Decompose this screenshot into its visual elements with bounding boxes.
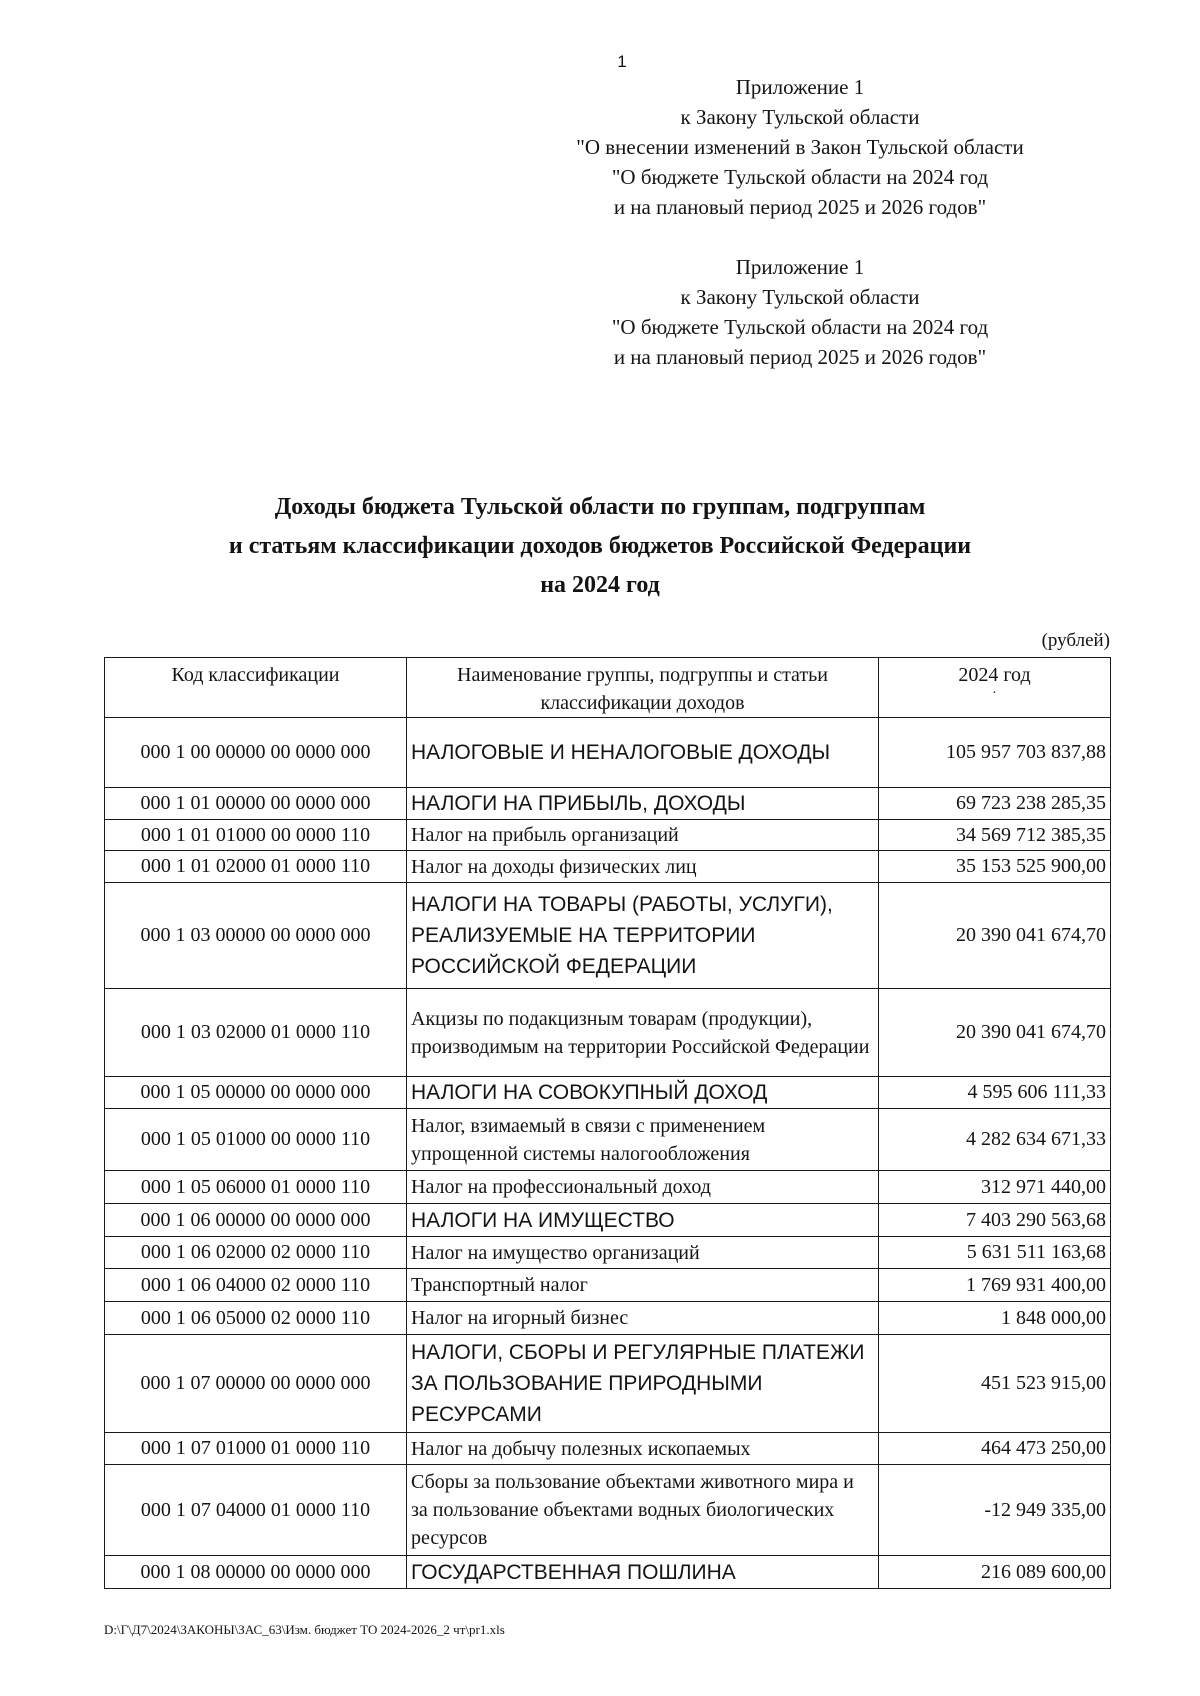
table-row bbox=[105, 788, 1111, 820]
row-name: Налог на прибыль организаций bbox=[407, 820, 879, 851]
title-line: Доходы бюджета Тульской области по группам, подгруппам bbox=[274, 494, 926, 520]
row-amount: 5 631 511 163,68 bbox=[879, 1237, 1111, 1269]
row-code: 000 1 05 01000 00 0000 110 bbox=[105, 1109, 407, 1171]
row-amount: 7 403 290 563,68 bbox=[879, 1204, 1111, 1237]
scan-dot-mark: · bbox=[992, 686, 997, 701]
row-name: Транспортный налог bbox=[407, 1269, 879, 1302]
row-code: 000 1 07 01000 01 0000 110 bbox=[105, 1433, 407, 1465]
appendix-amendment-block bbox=[520, 72, 1080, 222]
appendix-line: "О бюджете Тульской области на 2024 год bbox=[611, 315, 989, 339]
row-code: 000 1 06 04000 02 0000 110 bbox=[105, 1269, 407, 1302]
row-name: НАЛОГОВЫЕ И НЕНАЛОГОВЫЕ ДОХОДЫ bbox=[407, 718, 879, 788]
table-row bbox=[105, 1302, 1111, 1335]
row-name: Акцизы по подакцизным товарам (продукции), производимым на территории Российской Федерации bbox=[407, 989, 879, 1077]
row-amount: 4 282 634 671,33 bbox=[879, 1109, 1111, 1171]
table-header-row bbox=[105, 658, 1111, 718]
row-code: 000 1 07 04000 01 0000 110 bbox=[105, 1465, 407, 1556]
revenue-table bbox=[104, 657, 1111, 1589]
row-name: Сборы за пользование объектами животного мира и за пользование объектами водных биологических ресурсов bbox=[407, 1465, 879, 1556]
appendix-line: Приложение 1 bbox=[735, 255, 865, 279]
row-code: 000 1 07 00000 00 0000 000 bbox=[105, 1335, 407, 1433]
row-code: 000 1 03 02000 01 0000 110 bbox=[105, 989, 407, 1077]
table-row bbox=[105, 1109, 1111, 1171]
row-amount: -12 949 335,00 bbox=[879, 1465, 1111, 1556]
row-amount: 34 569 712 385,35 bbox=[879, 820, 1111, 851]
row-amount: 20 390 041 674,70 bbox=[879, 989, 1111, 1077]
appendix-line: и на плановый период 2025 и 2026 годов" bbox=[613, 195, 987, 219]
row-name: Налог на добычу полезных ископаемых bbox=[407, 1433, 879, 1465]
row-name: Налог на доходы физических лиц bbox=[407, 851, 879, 883]
appendix-line: и на плановый период 2025 и 2026 годов" bbox=[613, 345, 987, 369]
title-line: на 2024 год bbox=[540, 572, 660, 598]
row-code: 000 1 08 00000 00 0000 000 bbox=[105, 1556, 407, 1589]
table-row bbox=[105, 820, 1111, 851]
row-code: 000 1 00 00000 00 0000 000 bbox=[105, 718, 407, 788]
table-row bbox=[105, 1077, 1111, 1109]
table-row bbox=[105, 989, 1111, 1077]
appendix-line: "О бюджете Тульской области на 2024 год bbox=[611, 165, 989, 189]
row-code: 000 1 05 00000 00 0000 000 bbox=[105, 1077, 407, 1109]
row-amount: 464 473 250,00 bbox=[879, 1433, 1111, 1465]
appendix-line: к Закону Тульской области bbox=[680, 105, 920, 129]
row-name: НАЛОГИ НА ПРИБЫЛЬ, ДОХОДЫ bbox=[407, 788, 879, 820]
title-line: и статьям классификации доходов бюджетов Российской Федерации bbox=[228, 533, 972, 559]
units-label: (рублей) bbox=[1041, 630, 1110, 651]
table-row bbox=[105, 1269, 1111, 1302]
row-name: Налог, взимаемый в связи с применением упрощенной системы налогообложения bbox=[407, 1109, 879, 1171]
table-row bbox=[105, 1556, 1111, 1589]
row-name: НАЛОГИ, СБОРЫ И РЕГУЛЯРНЫЕ ПЛАТЕЖИ ЗА ПОЛЬЗОВАНИЕ ПРИРОДНЫМИ РЕСУРСАМИ bbox=[407, 1335, 879, 1433]
row-code: 000 1 03 00000 00 0000 000 bbox=[105, 883, 407, 989]
row-amount: 1 848 000,00 bbox=[879, 1302, 1111, 1335]
row-code: 000 1 06 00000 00 0000 000 bbox=[105, 1204, 407, 1237]
row-amount: 1 769 931 400,00 bbox=[879, 1269, 1111, 1302]
appendix-line: "О внесении изменений в Закон Тульской области bbox=[576, 135, 1024, 159]
table-row bbox=[105, 1204, 1111, 1237]
table-row bbox=[105, 1171, 1111, 1204]
row-name: НАЛОГИ НА ТОВАРЫ (РАБОТЫ, УСЛУГИ), РЕАЛИЗУЕМЫЕ НА ТЕРРИТОРИИ РОССИЙСКОЙ ФЕДЕРАЦИИ bbox=[407, 883, 879, 989]
header-code: Код классификации bbox=[105, 658, 407, 718]
row-amount: 105 957 703 837,88 bbox=[879, 718, 1111, 788]
header-amount bbox=[879, 658, 1111, 718]
row-code: 000 1 01 01000 00 0000 110 bbox=[105, 820, 407, 851]
row-amount: 20 390 041 674,70 bbox=[879, 883, 1111, 989]
header-name: Наименование группы, подгруппы и статьи классификации доходов bbox=[407, 658, 879, 718]
row-code: 000 1 05 06000 01 0000 110 bbox=[105, 1171, 407, 1204]
row-name: Налог на игорный бизнес bbox=[407, 1302, 879, 1335]
table-row bbox=[105, 1433, 1111, 1465]
row-amount: 451 523 915,00 bbox=[879, 1335, 1111, 1433]
row-name: НАЛОГИ НА ИМУЩЕСТВО bbox=[407, 1204, 879, 1237]
row-amount: 69 723 238 285,35 bbox=[879, 788, 1111, 820]
row-code: 000 1 01 02000 01 0000 110 bbox=[105, 851, 407, 883]
header-amount-label: 2024 год bbox=[958, 664, 1031, 686]
row-name: Налог на имущество организаций bbox=[407, 1237, 879, 1269]
table-row bbox=[105, 883, 1111, 989]
row-code: 000 1 06 05000 02 0000 110 bbox=[105, 1302, 407, 1335]
table-row bbox=[105, 718, 1111, 788]
row-code: 000 1 06 02000 02 0000 110 bbox=[105, 1237, 407, 1269]
appendix-line: к Закону Тульской области bbox=[680, 285, 920, 309]
row-name: НАЛОГИ НА СОВОКУПНЫЙ ДОХОД bbox=[407, 1077, 879, 1109]
row-amount: 35 153 525 900,00 bbox=[879, 851, 1111, 883]
row-amount: 4 595 606 111,33 bbox=[879, 1077, 1111, 1109]
appendix-original-block bbox=[520, 252, 1080, 372]
page-number: 1 bbox=[617, 52, 627, 71]
row-name: Налог на профессиональный доход bbox=[407, 1171, 879, 1204]
appendix-line: Приложение 1 bbox=[735, 75, 865, 99]
table-row bbox=[105, 1465, 1111, 1556]
row-amount: 312 971 440,00 bbox=[879, 1171, 1111, 1204]
row-amount: 216 089 600,00 bbox=[879, 1556, 1111, 1589]
footer-file-path: D:\Г\Д7\2024\ЗАКОНЫ\ЗАС_63\Изм. бюджет ТО 2024-2026_2 чт\pr1.xls bbox=[104, 1622, 505, 1637]
document-title bbox=[100, 488, 1100, 605]
table-row bbox=[105, 1237, 1111, 1269]
table-row bbox=[105, 1335, 1111, 1433]
row-code: 000 1 01 00000 00 0000 000 bbox=[105, 788, 407, 820]
table-row bbox=[105, 851, 1111, 883]
row-name: ГОСУДАРСТВЕННАЯ ПОШЛИНА bbox=[407, 1556, 879, 1589]
